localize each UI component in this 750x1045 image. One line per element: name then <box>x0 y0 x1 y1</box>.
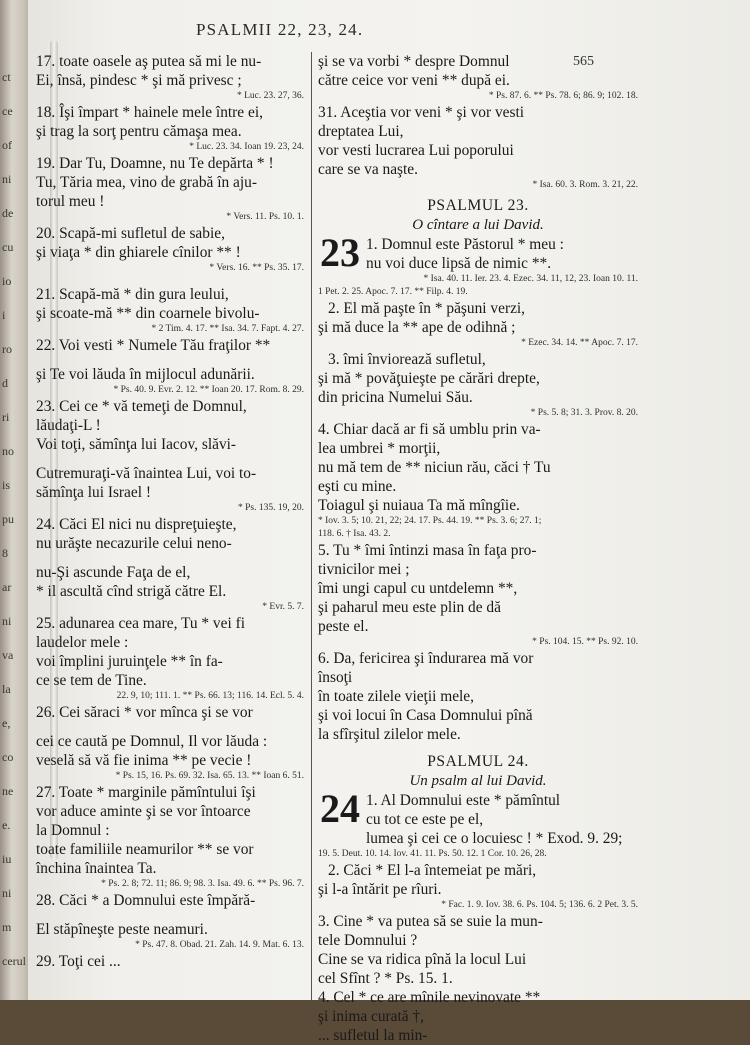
verse-line: în toate zilele vieţii mele, <box>318 688 474 705</box>
verse-line: închina înaintea Ta. <box>36 860 157 877</box>
verse-line: torul meu ! <box>36 193 105 210</box>
cross-reference: * Isa. 60. 3. Rom. 3. 21, 22. <box>532 180 638 190</box>
edge-fragment: ar <box>2 580 12 594</box>
cross-reference: 19. 5. Deut. 10. 14. Iov. 41. 11. Ps. 50. 12. 1 Cor. 10. 26, 28. <box>318 849 547 859</box>
cross-reference: 22. 9, 10; 111. 1. ** Ps. 66. 13; 116. 14. Ecl. 5. 4. <box>116 691 304 701</box>
cross-reference: 1 Pet. 2. 25. Apoc. 7. 17. ** Filp. 4. 19. <box>318 287 468 297</box>
verse-line: 17. toate oasele aş putea să mi le nu- <box>36 53 262 70</box>
edge-fragment: is <box>2 478 11 492</box>
verse-line: peste el. <box>318 618 369 635</box>
verse-line: El stăpîneşte peste neamuri. <box>36 921 208 938</box>
verse-line: lea umbrei * morţii, <box>318 440 441 457</box>
verse-line: 22. Voi vesti * Numele Tău fraţilor ** <box>36 337 271 354</box>
verse-line: Cutremuraţi-vă înaintea Lui, voi to- <box>36 465 257 482</box>
cross-reference: * Ps. 5. 8; 31. 3. Prov. 8. 20. <box>530 408 638 418</box>
psalm-24-subtitle: Un psalm al lui David. <box>409 773 547 789</box>
verse-line: veselă să vă fie inima ** pe vecie ! <box>36 752 252 769</box>
verse-line: vor aduce aminte şi se vor întoarce <box>36 803 251 820</box>
chapter-number-24: 24 <box>320 786 360 831</box>
verse-line: voi împlini juruinţele ** în fa- <box>36 653 223 670</box>
edge-fragment: pu <box>2 512 14 526</box>
verse-line: cel Sfînt ? * Ps. 15. 1. <box>318 970 453 987</box>
edge-fragment: la <box>2 682 11 696</box>
verse-line: 29. Toţi cei ... <box>36 953 121 970</box>
cross-reference: * Ps. 135. 19, 20. <box>238 503 304 513</box>
cross-reference: * Ezec. 34. 14. ** Apoc. 7. 17. <box>521 338 638 348</box>
verse-line: eşti cu mine. <box>318 478 397 495</box>
verse-line: 3. Cine * va putea să se suie la mun- <box>318 913 543 930</box>
cross-reference: * Ps. 2. 8; 72. 11; 86. 9; 98. 3. Isa. 49. 6. ** Ps. 96. 7. <box>101 879 304 889</box>
edge-fragment: iu <box>2 852 12 866</box>
edge-fragment: of <box>2 138 12 152</box>
verse-line: şi paharul meu este plin de dă <box>318 599 501 616</box>
verse-line: şi se va vorbi * despre Domnul <box>318 53 510 70</box>
verse-line: care se va naşte. <box>318 161 418 178</box>
cross-reference: * Ps. 15, 16. Ps. 69. 32. Isa. 65. 13. ** Ioan 6. 51. <box>115 771 304 781</box>
cross-reference: * Isa. 40. 11. Ier. 23. 4. Ezec. 34. 11, 12, 23. Ioan 10. 11. <box>423 274 638 284</box>
edge-fragment: 8 <box>2 546 8 560</box>
verse-line: Toiagul şi nuiaua Ta mă mîngîie. <box>318 497 520 514</box>
spacer <box>36 275 304 285</box>
edge-fragment: d <box>2 376 8 390</box>
edge-fragment: no <box>2 444 14 458</box>
spacer <box>36 722 304 732</box>
edge-fragment: ri <box>2 410 10 424</box>
verse-line: cu tot ce este pe el, <box>366 811 484 828</box>
cross-reference: 118. 6. † Isa. 43. 2. <box>318 529 391 539</box>
verse-line: 23. Cei ce * vă temeţi de Domnul, <box>36 398 247 415</box>
verse-line: vor vesti lucrarea Lui poporului <box>318 142 514 159</box>
verse-line: şi l-a întărit pe rîuri. <box>318 881 442 898</box>
bible-page <box>28 0 750 1044</box>
cross-reference: * Luc. 23. 27, 36. <box>236 91 304 101</box>
edge-fragment: m <box>2 920 12 934</box>
cross-reference: * Iov. 3. 5; 10. 21, 22; 24. 17. Ps. 44. 19. ** Ps. 3. 6; 27. 1; <box>318 516 542 526</box>
verse-line: 2. El mă paşte în * păşuni verzi, <box>328 300 526 317</box>
verse-line: şi trag la sorţ pentru cămaşa mea. <box>36 123 242 140</box>
spacer <box>36 454 304 464</box>
verse-line: 5. Tu * îmi întinzi masa în faţa pro- <box>318 542 537 559</box>
edge-fragment: ni <box>2 614 12 628</box>
verse-line: Cine se va ridica pînă la locul Lui <box>318 951 527 968</box>
edge-fragment: ni <box>2 886 12 900</box>
verse-line: toate familiile neamurilor ** se vor <box>36 841 254 858</box>
verse-line: şi mă duce la ** ape de odihnă ; <box>318 319 516 336</box>
verse-line: nu-Şi ascunde Faţa de el, <box>36 564 191 581</box>
verse-line: tele Domnului ? <box>318 932 418 949</box>
cross-reference: * Ps. 47. 8. Obad. 21. Zah. 14. 9. Mat. 6. 13. <box>135 940 304 950</box>
verse-line: 26. Cei săraci * vor mînca şi se vor <box>36 704 253 721</box>
cross-reference: * Evr. 5. 7. <box>262 602 304 612</box>
cross-reference: * Ps. 40. 9. Evr. 2. 12. ** Ioan 20. 17. Rom. 8. 29. <box>113 385 304 395</box>
edge-fragment: ct <box>2 70 11 84</box>
verse-line: ... sufletul la min- <box>318 1027 428 1044</box>
edge-fragment: ni <box>2 172 12 186</box>
verse-line: către ceice vor veni ** după ei. <box>318 72 510 89</box>
verse-line: tivnicilor mei ; <box>318 561 410 578</box>
verse-line: şi scoate-mă ** din coarnele bivolu- <box>36 305 260 322</box>
page-number: 565 <box>573 54 594 69</box>
verse-line: Ei, însă, pindesc * şi mă privesc ; <box>36 72 242 89</box>
verse-line: şi viaţa * din ghiarele cînilor ** ! <box>36 244 241 261</box>
verse-line: nu mă tem de ** niciun rău, căci † Tu <box>318 459 551 476</box>
edge-fragment: i <box>2 308 6 322</box>
verse-line: 4. Chiar dacă ar fi să umblu prin va- <box>318 421 541 438</box>
verse-line: dreptatea Lui, <box>318 123 404 140</box>
spacer <box>36 355 304 365</box>
edge-fragment: va <box>2 648 14 662</box>
cross-reference: * 2 Tim. 4. 17. ** Isa. 34. 7. Fapt. 4. 27. <box>151 324 304 334</box>
right-column <box>318 52 638 1044</box>
verse-line: 4. Cel * ce are mînile nevinovate ** <box>318 989 541 1006</box>
psalm-23-text <box>318 230 638 744</box>
edge-fragment: de <box>2 206 14 220</box>
verse-line: 6. Da, fericirea şi îndurarea mă vor <box>318 650 534 667</box>
verse-line: 31. Aceştia vor veni * şi vor vesti <box>318 104 525 121</box>
verse-line: ce se tem de Tine. <box>36 672 147 689</box>
edge-fragment: io <box>2 274 12 288</box>
verse-line: şi Te voi lăuda în mijlocul adunării. <box>36 366 255 383</box>
verse-line: 2. Căci * El l-a întemeiat pe mări, <box>328 862 537 879</box>
verse-line: şi inima curată †, <box>318 1008 424 1025</box>
verse-line: 21. Scapă-mă * din gura leului, <box>36 286 229 303</box>
verse-line: 19. Dar Tu, Doamne, nu Te depărta * ! <box>36 155 274 172</box>
edge-fragment: ro <box>2 342 12 356</box>
verse-line: şi mă * povăţuieşte pe cărări drepte, <box>318 370 540 387</box>
left-column <box>36 52 304 1000</box>
verse-line: sămînţa lui Israel ! <box>36 484 151 501</box>
verse-line: Voi toţi, sămînţa lui Iacov, slăvi- <box>36 436 237 453</box>
chapter-number-23: 23 <box>320 230 360 275</box>
cross-reference: * Fac. 1. 9. Iov. 38. 6. Ps. 104. 5; 136. 6. 2 Pet. 3. 5. <box>441 900 638 910</box>
edge-fragment: ne <box>2 784 14 798</box>
spacer <box>36 910 304 920</box>
verse-line: 18. Îşi împart * hainele mele între ei, <box>36 104 263 121</box>
edge-fragment: cu <box>2 240 14 254</box>
psalm-24-title: PSALMUL 24. <box>427 753 529 770</box>
psalm-23-subtitle: O cîntare a lui David. <box>412 217 544 233</box>
cross-reference: * Vers. 16. ** Ps. 35. 17. <box>209 263 304 273</box>
cross-reference: * Ps. 87. 6. ** Ps. 78. 6; 86. 9; 102. 18. <box>488 91 638 101</box>
verse-line: şi voi locui în Casa Domnului pînă <box>318 707 533 724</box>
verse-line: lăudaţi-L ! <box>36 417 101 434</box>
cross-reference: * Vers. 11. Ps. 10. 1. <box>226 212 304 222</box>
edge-fragment: co <box>2 750 14 764</box>
psalm-24-text <box>318 786 638 1045</box>
verse-line: 3. îmi înviorează sufletul, <box>328 351 486 368</box>
verse-line: 28. Căci * a Domnului este împără- <box>36 892 256 909</box>
cross-reference: * Ps. 104. 15. ** Ps. 92. 10. <box>532 637 638 647</box>
verse-line: cei ce caută pe Domnul, Il vor lăuda : <box>36 733 268 750</box>
verse-line: Tu, Tăria mea, vino de grabă în aju- <box>36 174 257 191</box>
edge-fragment: cerul <box>2 954 26 968</box>
verse-line: din pricina Numelui Său. <box>318 389 473 406</box>
verse-line: 20. Scapă-mi sufletul de sabie, <box>36 225 225 242</box>
verse-line: 1. Domnul este Păstorul * meu : <box>366 236 564 253</box>
verse-line: * il ascultă cînd strigă către El. <box>36 583 227 600</box>
cross-reference: * Luc. 23. 34. Ioan 19. 23, 24. <box>189 142 304 152</box>
spacer <box>36 553 304 563</box>
edge-fragment: e. <box>2 818 11 832</box>
psalm-23-title: PSALMUL 23. <box>427 197 529 214</box>
verse-line: la sfîrşitul zilelor mele. <box>318 726 461 743</box>
verse-line: însoţi <box>318 669 353 686</box>
verse-line: lumea şi cei ce o locuiesc ! * Exod. 9. 29; <box>366 830 623 847</box>
psalm-22-ending <box>318 52 638 192</box>
verse-line: 25. adunarea cea mare, Tu * vei fi <box>36 615 245 632</box>
edge-fragment: e, <box>2 716 11 730</box>
verse-line: nu voi duce lipsă de nimic **. <box>366 255 552 272</box>
verse-line: laudelor mele : <box>36 634 129 651</box>
column-divider <box>311 52 312 1000</box>
running-head: PSALMII 22, 23, 24. <box>196 20 364 39</box>
verse-line: nu urăşte necazurile celui neno- <box>36 535 232 552</box>
verse-line: îmi ungi capul cu untdelemn **, <box>318 580 518 597</box>
verse-line: la Domnul : <box>36 822 110 839</box>
verse-line: 27. Toate * marginile pămîntului îşi <box>36 784 256 801</box>
verse-line: 1. Al Domnului este * pămîntul <box>366 792 561 809</box>
edge-fragment: ce <box>2 104 13 118</box>
verse-line: 24. Căci El nici nu dispreţuieşte, <box>36 516 237 533</box>
